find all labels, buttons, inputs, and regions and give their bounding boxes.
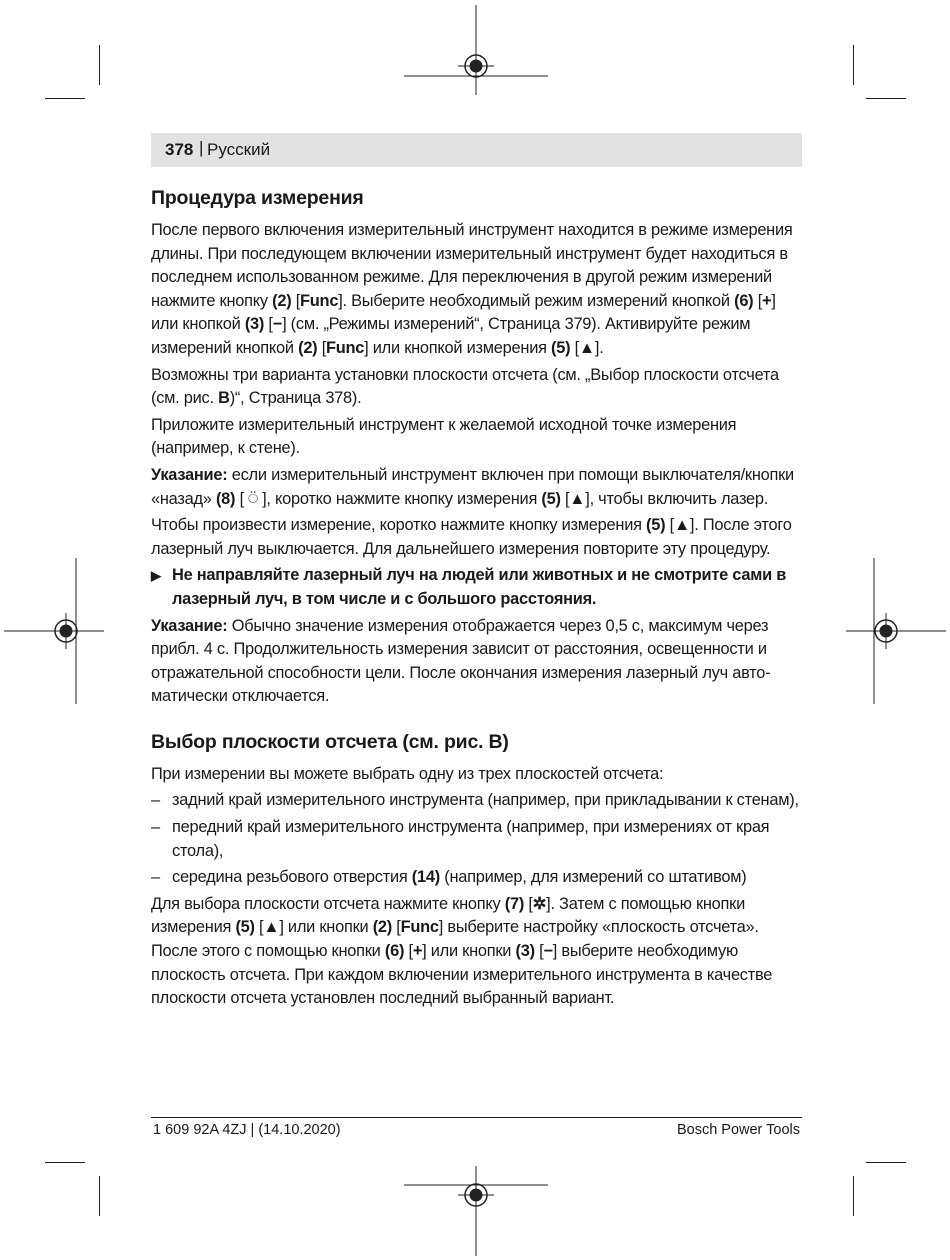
list-item-text: задний край измерительного инструмента (например, при прикладывании к стенам),: [172, 791, 799, 810]
warning-arrow-icon: ▶: [151, 568, 161, 584]
footer-document-id: 1 609 92A 4ZJ | (14.10.2020): [153, 1122, 341, 1138]
list-item-text: передний край измерительного инструмента (например, при измерениях от края стола),: [172, 818, 770, 860]
footer-brand: Bosch Power Tools: [676, 1122, 800, 1138]
registration-mark-right-icon: [846, 556, 946, 706]
paragraph: Чтобы произвести измерение, коротко нажмите кнопку измерения (5) [▲]. После этого лазерный луч выключается. Для дальнейшего измерения повторите эту процедуру.: [151, 516, 792, 558]
paragraph: После первого включения измерительный инструмент находится в режиме измерения длины. При последующем включении измерительный инструмент будет находиться в последнем использованном режиме. Для переключения в другой режим измерений нажмите кнопку (2) [Func]. Выберите необходимый режим измерений кнопкой (6) [+] или кнопкой (3) [−] (см. „Режимы измерений“, Страница 379). Активируйте режим измерений кнопкой (2) [Func] или кнопкой измерения (5) [▲].: [151, 221, 793, 357]
paragraph: Для выбора плоскости отсчета нажмите кнопку (7) [✲]. Затем с помощью кнопки измерения (5) [▲] или кнопки (2) [Func] выберите настройку «плоскость отсчета». После этого с помощью кнопки (6) [+] или кнопки (3) [−] выберите необходимую плоскость отсчета. При каждом включении измерительного инструмента в качестве плоскости отсчета установлен последний выбранный вариант.: [151, 894, 773, 1008]
page-footer: [151, 1117, 802, 1138]
page-number: 378: [165, 140, 194, 159]
note-paragraph: Указание: если измерительный инструмент включен при помощи выключателя/кнопки «назад» (8) [ ⍥ ], коротко нажмите кнопку измерения (5) [▲], чтобы включить лазер.: [151, 465, 794, 508]
page-header: [151, 133, 802, 167]
note-paragraph: Указание: Обычно значение измерения отображается через 0,5 с, максимум через прибл. 4 с. Продолжительность измерения зависит от расстояния, освещенности и отражательной способности цели. После окончания измерения лазерный луч автоматически отключается.: [151, 616, 771, 706]
list-dash: –: [151, 791, 160, 810]
header-language: Русский: [207, 140, 271, 159]
list-dash: –: [151, 868, 160, 887]
section-title-reference-plane: Выбор плоскости отсчета (см. рис. B): [151, 730, 509, 753]
list-dash: –: [151, 818, 160, 837]
list-item-text: середина резьбового отверстия (14) (например, для измерений со штативом): [172, 868, 747, 887]
warning-text: Не направляйте лазерный луч на людей или животных и не смотрите сами в лазерный луч, в том числе и с большого расстояния.: [172, 566, 787, 608]
list-item: [151, 816, 803, 863]
registration-mark-left-icon: [4, 556, 104, 706]
paragraph: Приложите измерительный инструмент к желаемой исходной точке измерения (например, к стене).: [151, 415, 737, 458]
list-item: [151, 789, 803, 813]
page-content: [151, 185, 803, 1014]
registration-mark-top-icon: [400, 5, 552, 95]
paragraph: При измерении вы можете выбрать одну из трех плоскостей отсчета:: [151, 764, 664, 783]
list-item: [151, 866, 803, 890]
section-title-measurement-procedure: Процедура измерения: [151, 187, 364, 209]
safety-warning: [151, 564, 803, 611]
header-separator: |: [199, 138, 204, 157]
registration-mark-bottom-icon: [400, 1166, 552, 1256]
paragraph: Возможны три варианта установки плоскости отсчета (см. „Выбор плоскости отсчета (см. рис. B)“, Страница 378).: [151, 365, 779, 408]
